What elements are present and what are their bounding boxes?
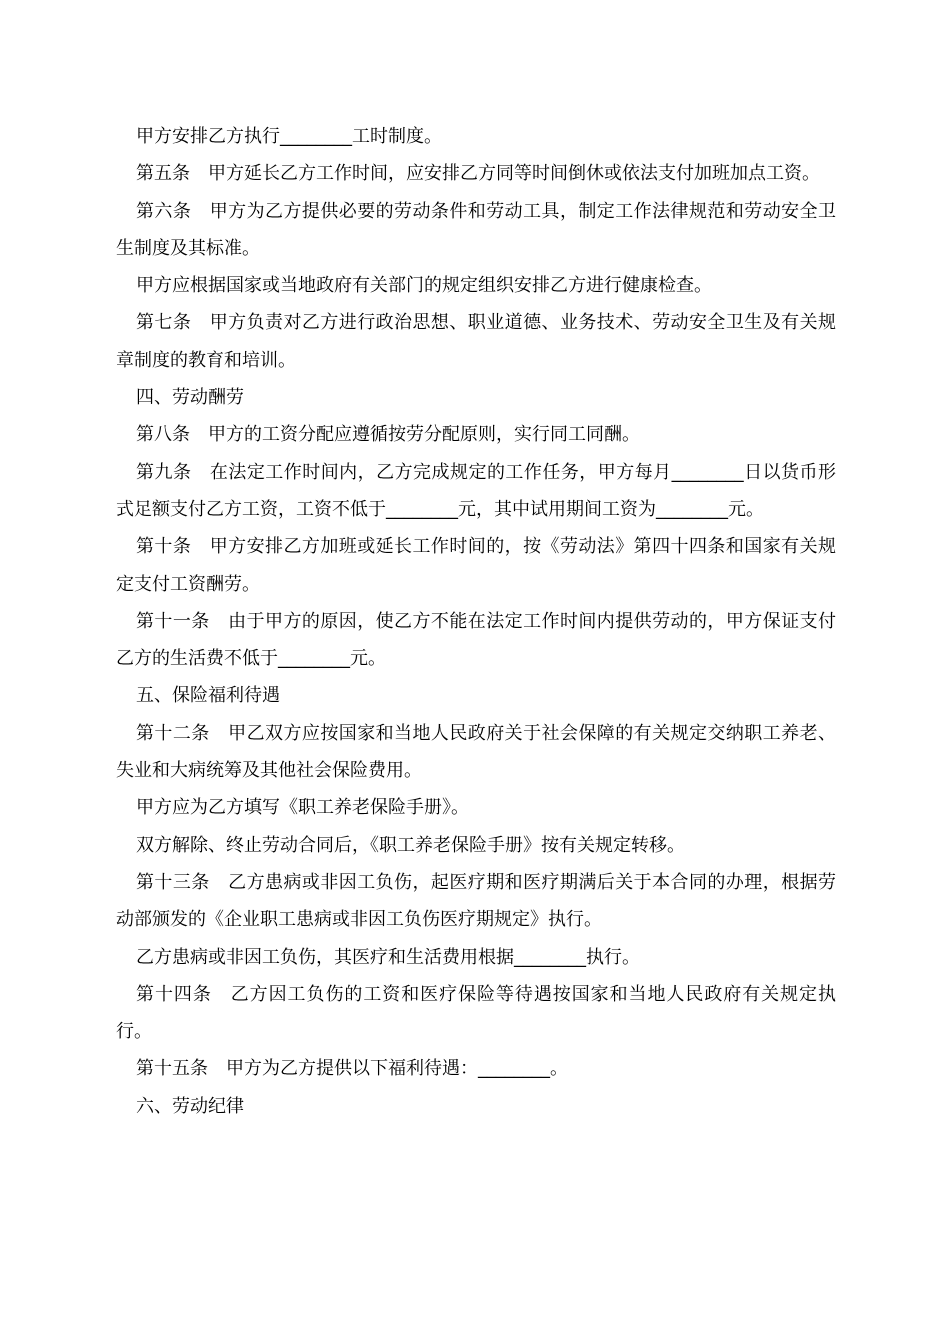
paragraph-article-10: 第十条 甲方安排乙方加班或延长工作时间的，按《劳动法》第四十四条和国家有关规定支付工资酬劳。 (116, 536, 836, 595)
section-heading-discipline: 六、劳动纪律 (136, 1095, 244, 1117)
paragraph-handbook-transfer: 双方解除、终止劳动合同后，《职工养老保险手册》按有关规定转移。 (136, 834, 685, 856)
document-page (116, 118, 836, 1125)
section-heading-insurance: 五、保险福利待遇 (136, 685, 280, 707)
paragraph-article-14: 第十四条 乙方因工负伤的工资和医疗保险等待遇按国家和当地人民政府有关规定执行。 (116, 983, 836, 1043)
paragraph-work-hours: 甲方安排乙方执行________工时制度。 (136, 126, 442, 147)
paragraph-article-7: 第七条 甲方负责对乙方进行政治思想、职业道德、业务技术、劳动安全卫生及有关规章制度的教育和培训。 (116, 312, 836, 371)
paragraph-article-11: 第十一条 由于甲方的原因，使乙方不能在法定工作时间内提供劳动的，甲方保证支付乙方的生活费不低于________元。 (116, 610, 836, 670)
paragraph-article-13: 第十三条 乙方患病或非因工负伤，起医疗期和医疗期满后关于本合同的办理，根据劳动部颁发的《企业职工患病或非因工负伤医疗期规定》执行。 (116, 871, 836, 931)
paragraph-article-9: 第九条 在法定工作时间内，乙方完成规定的工作任务，甲方每月________日以货币形式足额支付乙方工资，工资不低于________元，其中试用期间工资为________元。 (116, 461, 836, 520)
paragraph-medical-costs: 乙方患病或非因工负伤，其医疗和生活费用根据________执行。 (136, 946, 640, 968)
paragraph-article-12: 第十二条 甲乙双方应按国家和当地人民政府关于社会保障的有关规定交纳职工养老、失业和大病统筹及其他社会保险费用。 (116, 722, 836, 782)
paragraph-article-15: 第十五条 甲方为乙方提供以下福利待遇：________。 (136, 1058, 568, 1080)
paragraph-article-8: 第八条 甲方的工资分配应遵循按劳分配原则，实行同工同酬。 (136, 424, 640, 446)
paragraph-article-6: 第六条 甲方为乙方提供必要的劳动条件和劳动工具，制定工作法律规范和劳动安全卫生制度及其标准。 (116, 200, 836, 259)
paragraph-pension-handbook: 甲方应为乙方填写《职工养老保险手册》。 (136, 797, 469, 819)
section-heading-remuneration: 四、劳动酬劳 (136, 387, 244, 409)
paragraph-health-check: 甲方应根据国家或当地政府有关部门的规定组织安排乙方进行健康检查。 (136, 275, 712, 297)
paragraph-article-5: 第五条 甲方延长乙方工作时间，应安排乙方同等时间倒休或依法支付加班加点工资。 (136, 163, 820, 185)
